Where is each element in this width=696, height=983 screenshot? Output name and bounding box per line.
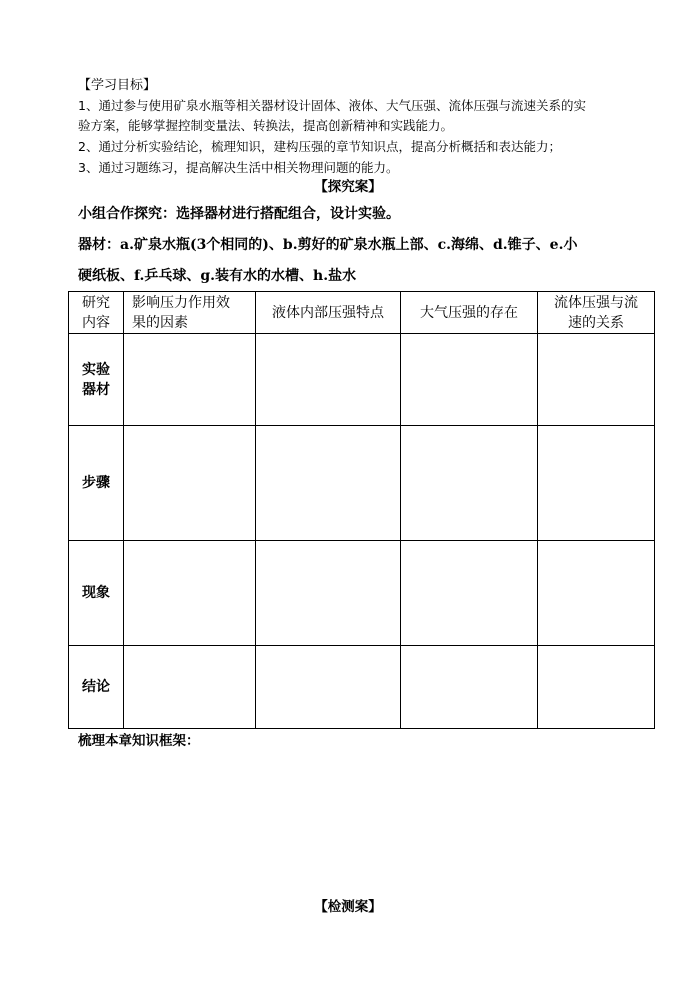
header-research-content-line1: 研究 (82, 294, 110, 311)
cell-conclusion-2[interactable] (256, 646, 401, 729)
header-fluid-pressure-line2: 速的关系 (568, 314, 624, 331)
cell-steps-3[interactable] (401, 426, 538, 541)
explore-heading: 【探究案】 (314, 179, 382, 195)
row-label-conclusion: 结论 (69, 646, 124, 729)
experiment-table (68, 291, 655, 729)
objective-line-1: 1、通过参与使用矿泉水瓶等相关器材设计固体、液体、大气压强、流体压强与流速关系的实 (78, 98, 586, 113)
cell-equipment-3[interactable] (401, 334, 538, 426)
cell-phenomenon-3[interactable] (401, 541, 538, 646)
objectives-heading: 【学习目标】 (78, 78, 157, 93)
table-row-equipment (69, 334, 655, 426)
row-label-equipment (69, 334, 124, 426)
cell-phenomenon-4[interactable] (538, 541, 655, 646)
objective-line-4: 3、通过习题练习，提高解决生活中相关物理问题的能力。 (78, 160, 399, 175)
objective-line-3: 2、通过分析实验结论，梳理知识，建构压强的章节知识点，提高分析概括和表达能力； (78, 139, 561, 154)
row-label-equipment-line1: 实验 (82, 361, 110, 378)
cell-phenomenon-2[interactable] (256, 541, 401, 646)
header-research-content-line2: 内容 (82, 314, 110, 331)
header-atmospheric-pressure: 大气压强的存在 (401, 292, 538, 334)
row-label-equipment-line2: 器材 (82, 381, 110, 398)
group-task: 小组合作探究：选择器材进行搭配组合，设计实验。 (78, 206, 400, 222)
table-row-conclusion (69, 646, 655, 729)
header-fluid-pressure-line1: 流体压强与流 (554, 294, 638, 311)
header-fluid-pressure (538, 292, 655, 334)
header-liquid-pressure: 液体内部压强特点 (256, 292, 401, 334)
table-header-row (69, 292, 655, 334)
table-row-steps (69, 426, 655, 541)
cell-steps-2[interactable] (256, 426, 401, 541)
cell-conclusion-1[interactable] (124, 646, 256, 729)
materials-line-1: 器材：a.矿泉水瓶(3个相同的)、b.剪好的矿泉水瓶上部、c.海绵、d.锥子、e.小 (78, 237, 578, 253)
cell-steps-4[interactable] (538, 426, 655, 541)
cell-equipment-1[interactable] (124, 334, 256, 426)
row-label-phenomenon: 现象 (69, 541, 124, 646)
cell-conclusion-4[interactable] (538, 646, 655, 729)
cell-steps-1[interactable] (124, 426, 256, 541)
row-label-steps: 步骤 (69, 426, 124, 541)
framework-label: 梳理本章知识框架： (78, 733, 200, 749)
header-research-content (69, 292, 124, 334)
cell-equipment-2[interactable] (256, 334, 401, 426)
cell-conclusion-3[interactable] (401, 646, 538, 729)
cell-equipment-4[interactable] (538, 334, 655, 426)
cell-phenomenon-1[interactable] (124, 541, 256, 646)
header-pressure-effect-line2: 果的因素 (132, 314, 188, 331)
header-pressure-effect-line1: 影响压力作用效 (132, 294, 230, 311)
test-heading: 【检测案】 (314, 899, 382, 915)
materials-line-2: 硬纸板、f.乒乓球、g.装有水的水槽、h.盐水 (78, 268, 357, 284)
table-row-phenomenon (69, 541, 655, 646)
header-pressure-effect (124, 292, 256, 334)
objective-line-2: 验方案，能够掌握控制变量法、转换法，提高创新精神和实践能力。 (78, 118, 454, 133)
